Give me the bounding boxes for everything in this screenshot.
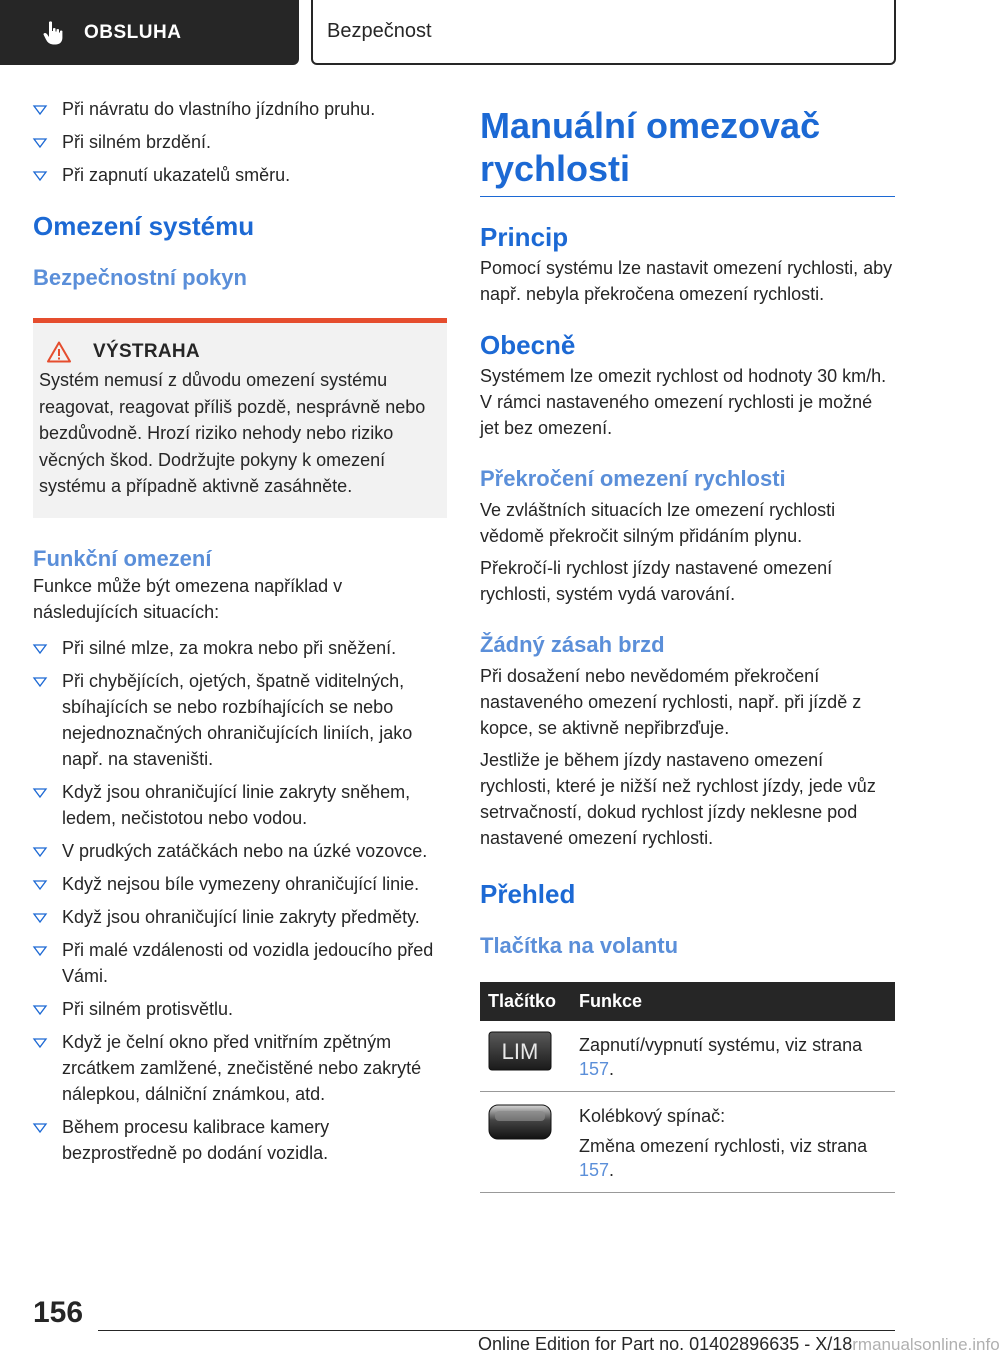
table-header-function: Funkce <box>579 982 895 1021</box>
chapter-label: Bezpečnost <box>327 20 432 42</box>
warning-header <box>39 341 441 363</box>
chapter-tab <box>311 0 896 65</box>
list-item: Když jsou ohraničující linie zakryty předměty. <box>33 904 447 930</box>
page-link[interactable]: 157 <box>579 1160 610 1180</box>
right-column <box>480 104 895 1193</box>
row-description-intro: Kolébkový spínač: <box>579 1106 726 1126</box>
edition-footer <box>478 1334 1000 1355</box>
limits-heading: Omezení systému <box>33 211 255 241</box>
lim-button-icon <box>488 1031 552 1071</box>
intro-bullets <box>33 96 447 188</box>
row-description: Zapnutí/vypnutí systému, viz strana <box>579 1035 863 1055</box>
warning-text: Systém nemusí z důvodu omezení systému reagovat, reagovat příliš pozdě, nesprávně nebo bezdůvodně. Hrozí riziko nehody nebo riziko věcných škod. Dodržujte pokyny k omezení systému a případně aktivně zasáhněte. <box>39 370 426 496</box>
exceed-text-2: Překročí-li rychlost jízdy nastavené omezení rychlosti, systém vydá varování. <box>480 558 833 604</box>
list-item: V prudkých zatáčkách nebo na úzké vozovce. <box>33 838 447 864</box>
list-item: Když jsou ohraničující linie zakryty sněhem, ledem, nečistotou nebo vodou. <box>33 779 447 831</box>
list-item: Během procesu kalibrace kamery bezprostředně po dodání vozidla. <box>33 1114 447 1166</box>
warning-triangle-icon <box>47 341 71 363</box>
pointing-hand-icon <box>40 20 66 46</box>
list-item: Při silném protisvětlu. <box>33 996 447 1022</box>
list-item: Při zapnutí ukazatelů směru. <box>33 162 447 188</box>
nobrake-text-1: Při dosažení nebo nevědomém překročení nastaveného omezení rychlosti, např. při jízdě z kopce, se aktivně nepřibrzďuje. <box>480 666 862 738</box>
general-text: Systémem lze omezit rychlost od hodnoty 30 km/h. V rámci nastaveného omezení rychlosti je možné jet bez omezení. <box>480 366 887 438</box>
warning-box <box>33 318 447 518</box>
list-item: Když nejsou bíle vymezeny ohraničující linie. <box>33 871 447 897</box>
wheel-heading: Tlačítka na volantu <box>480 933 679 958</box>
table-header-row <box>480 982 895 1021</box>
title-divider <box>480 196 895 197</box>
exceed-heading: Překročení omezení rychlosti <box>480 466 786 491</box>
table-row: Kolébkový spínač: Změna omezení rychlosti, viz strana 157. <box>480 1092 895 1193</box>
page-number: 156 <box>33 1296 84 1329</box>
bullet-triangle-icon <box>33 677 47 687</box>
bullet-triangle-icon <box>33 644 47 654</box>
bullet-triangle-icon <box>33 913 47 923</box>
bullet-triangle-icon <box>33 1005 47 1015</box>
bullet-triangle-icon <box>33 788 47 798</box>
section-tab <box>0 0 299 65</box>
list-item: Při chybějících, ojetých, špatně viditelných, sbíhajících se nebo rozbíhajících se nebo nejednoznačných ohraničujících liniích, jako např. na staveništi. <box>33 668 447 772</box>
bullet-triangle-icon <box>33 171 47 181</box>
bullet-triangle-icon <box>33 1038 47 1048</box>
list-item: Při silném brzdění. <box>33 129 447 155</box>
footer-divider <box>98 1330 895 1331</box>
section-label: OBSLUHA <box>84 21 182 43</box>
buttons-table <box>480 982 895 1193</box>
safety-heading: Bezpečnostní pokyn <box>33 265 247 290</box>
bullet-triangle-icon <box>33 880 47 890</box>
svg-text:LIM: LIM <box>501 1039 539 1064</box>
list-item: Při silné mlze, za mokra nebo při sněžení. <box>33 635 447 661</box>
overview-heading: Přehled <box>480 879 576 909</box>
row-description: Změna omezení rychlosti, viz strana <box>579 1136 868 1156</box>
func-heading: Funkční omezení <box>33 545 212 571</box>
bullet-triangle-icon <box>33 105 47 115</box>
warning-title: VÝSTRAHA <box>93 341 200 362</box>
nobrake-text-2: Jestliže je během jízdy nastaveno omezení rychlosti, které je nižší než rychlost jízdy, jede vůz setrvačností, dokud rychlost jízdy neklesne pod nastavené omezení rychlosti. <box>480 750 876 848</box>
principle-heading: Princip <box>480 222 569 252</box>
table-row: LIM Zapnutí/vypnutí systému, viz strana 157. <box>480 1021 895 1092</box>
left-column <box>33 96 447 1173</box>
func-bullets <box>33 635 447 1166</box>
exceed-text-1: Ve zvláštních situacích lze omezení rychlosti vědomě překročit silným přidáním plynu. <box>480 500 836 546</box>
bullet-triangle-icon <box>33 1123 47 1133</box>
list-item: Když je čelní okno před vnitřním zpětným zrcátkem zamlžené, znečistěné nebo zakryté nálepkou, dálniční známkou, atd. <box>33 1029 447 1107</box>
principle-text: Pomocí systému lze nastavit omezení rychlosti, aby např. nebyla překročena omezení rychlosti. <box>480 258 893 304</box>
general-heading: Obecně <box>480 330 576 360</box>
page-title: Manuální omezovač rychlosti <box>480 105 821 189</box>
nobrake-heading: Žádný zásah brzd <box>480 632 665 657</box>
func-text: Funkce může být omezena například v následujících situacích: <box>33 575 343 622</box>
bullet-triangle-icon <box>33 946 47 956</box>
list-item: Při malé vzdálenosti od vozidla jedoucího před Vámi. <box>33 937 447 989</box>
page-link[interactable]: 157 <box>579 1059 610 1079</box>
watermark-text: rmanualsonline.info <box>852 1335 1000 1354</box>
edition-text: Online Edition for Part no. 01402896635 - X/18 <box>478 1334 853 1354</box>
bullet-triangle-icon <box>33 138 47 148</box>
rocker-switch-icon <box>488 1102 552 1142</box>
table-header-button: Tlačítko <box>480 982 579 1021</box>
list-item: Při návratu do vlastního jízdního pruhu. <box>33 96 447 122</box>
bullet-triangle-icon <box>33 847 47 857</box>
